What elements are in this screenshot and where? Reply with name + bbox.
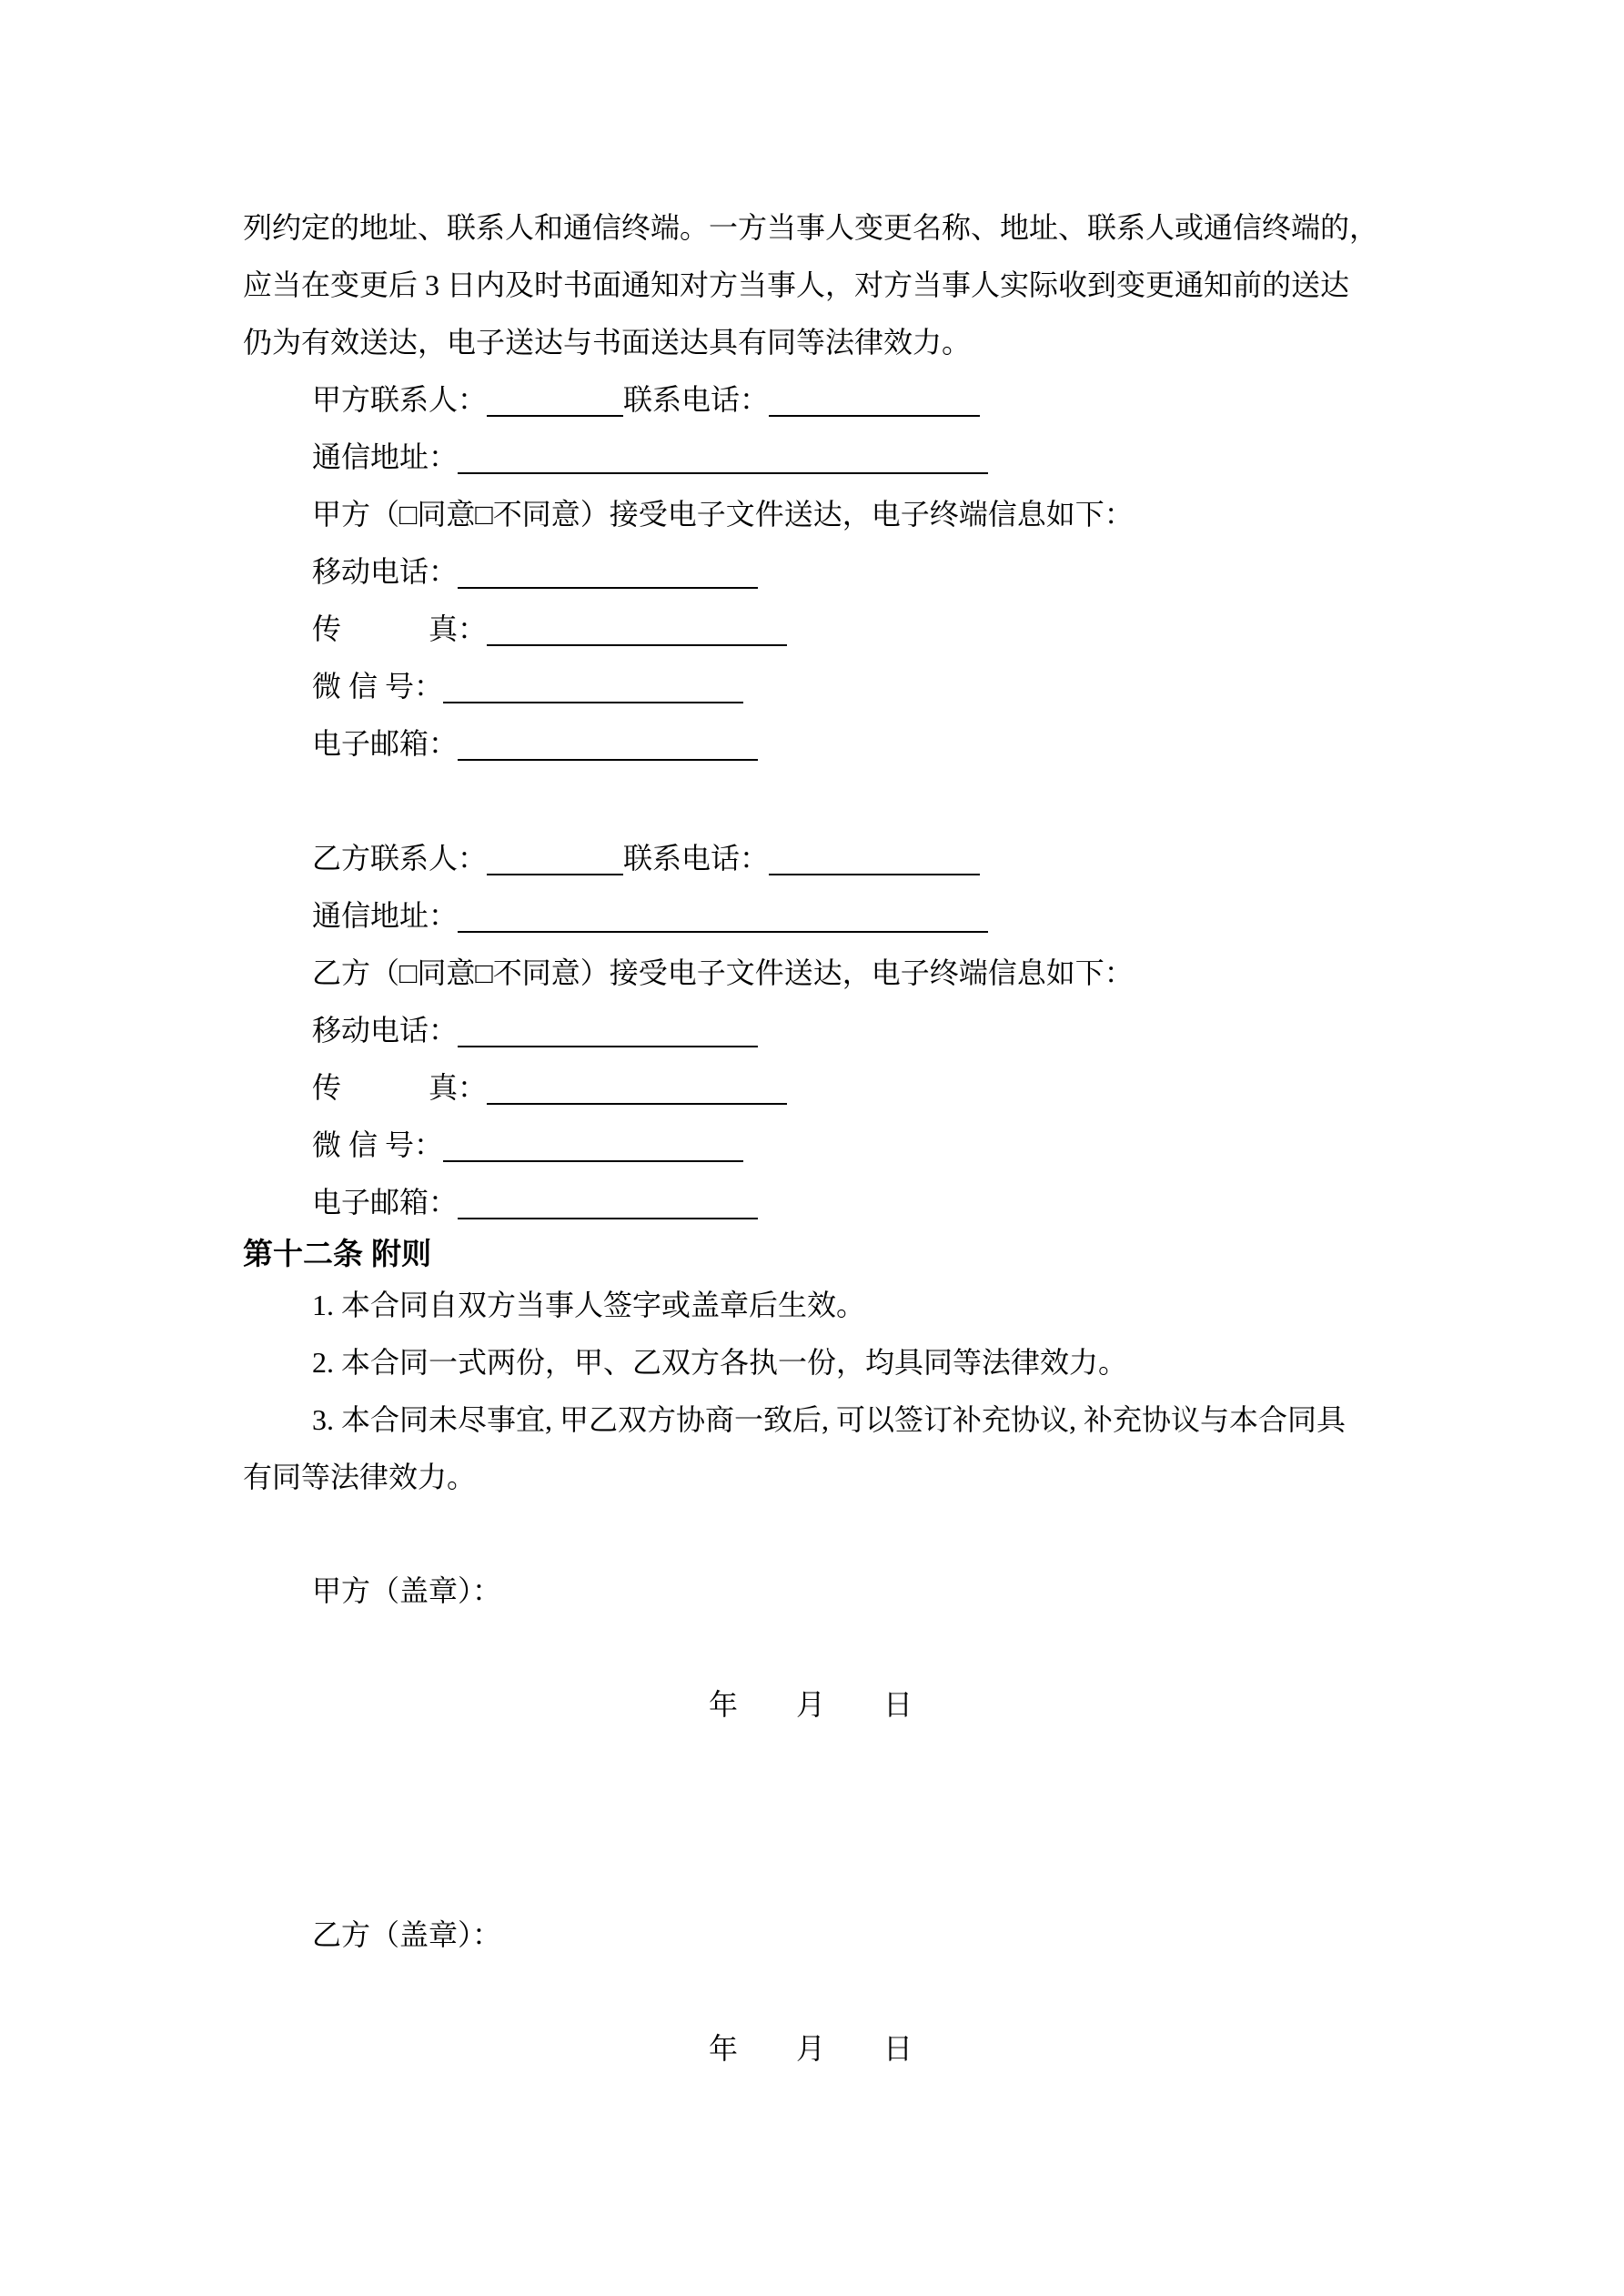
article-12-heading: 第十二条 附则 — [243, 1237, 432, 1270]
party-b-agree-checkbox-icon[interactable]: □ — [399, 956, 418, 989]
article-item-3: 3. 本合同未尽事宜, 甲乙双方协商一致后, 可以签订补充协议, 补充协议与本合同具 — [312, 1403, 1347, 1436]
party-a-fax-line — [243, 601, 1378, 658]
intro-paragraph — [243, 199, 1378, 371]
party-a-contact-label: 甲方联系人： — [312, 383, 488, 416]
intro-line: 仍为有效送达，电子送达与书面送达具有同等法律效力。 — [243, 326, 972, 359]
party-b-address-label: 通信地址： — [312, 899, 459, 932]
party-a-consent-prefix: 甲方（ — [312, 498, 400, 531]
party-a-consent-line — [243, 486, 1378, 543]
party-b-contact-line — [243, 830, 1378, 887]
article-item-1: 1. 本合同自双方当事人签字或盖章后生效。 — [312, 1289, 866, 1321]
party-a-fax-blank[interactable] — [487, 610, 787, 646]
page-content — [243, 199, 1378, 2078]
party-b-address-blank[interactable] — [458, 896, 988, 933]
party-a-mobile-label: 移动电话： — [312, 555, 459, 588]
party-b-wechat-line — [243, 1117, 1378, 1174]
signature-section — [243, 1563, 1378, 2078]
party-a-agree-checkbox-icon[interactable]: □ — [399, 498, 418, 531]
party-b-mobile-label: 移动电话： — [312, 1014, 459, 1047]
party-b-consent-suffix: ）接受电子文件送达，电子终端信息如下： — [580, 956, 1134, 989]
party-b-email-label: 电子邮箱： — [312, 1186, 459, 1219]
article-item-2: 2. 本合同一式两份，甲、乙双方各执一份，均具同等法律效力。 — [312, 1346, 1128, 1379]
party-a-email-line — [243, 715, 1378, 773]
party-b-address-line — [243, 887, 1378, 945]
party-b-phone-label: 联系电话： — [623, 842, 770, 875]
article-12-section — [243, 1231, 1378, 1506]
party-a-wechat-label: 微 信 号： — [312, 670, 444, 703]
party-a-wechat-line — [243, 658, 1378, 715]
party-b-seal-label: 乙方（盖章）： — [312, 1918, 502, 1951]
party-a-mobile-blank[interactable] — [458, 552, 758, 589]
party-a-email-blank[interactable] — [458, 724, 758, 761]
party-a-wechat-blank[interactable] — [443, 667, 743, 703]
party-b-email-blank[interactable] — [458, 1183, 758, 1219]
party-a-disagree-label: 不同意 — [492, 498, 580, 531]
party-a-agree-label: 同意 — [417, 498, 476, 531]
party-b-email-line — [243, 1174, 1378, 1231]
party-b-mobile-blank[interactable] — [458, 1011, 758, 1047]
party-a-disagree-checkbox-icon[interactable]: □ — [475, 498, 493, 531]
party-a-section — [243, 371, 1378, 773]
party-a-fax-label: 传 真： — [312, 612, 488, 645]
party-b-fax-line — [243, 1059, 1378, 1117]
party-b-consent-line — [243, 945, 1378, 1002]
party-b-fax-label: 传 真： — [312, 1071, 488, 1104]
party-a-phone-blank[interactable] — [769, 380, 980, 417]
party-a-date-line: 年 月 日 — [708, 1688, 913, 1721]
party-b-wechat-blank[interactable] — [443, 1126, 743, 1162]
party-a-consent-suffix: ）接受电子文件送达，电子终端信息如下： — [580, 498, 1134, 531]
party-a-address-line — [243, 429, 1378, 486]
party-a-contact-line — [243, 371, 1378, 429]
party-b-disagree-label: 不同意 — [492, 956, 580, 989]
party-a-address-blank[interactable] — [458, 438, 988, 474]
party-a-mobile-line — [243, 543, 1378, 601]
party-b-contact-label: 乙方联系人： — [312, 842, 488, 875]
party-b-contact-blank[interactable] — [487, 839, 623, 875]
party-b-disagree-checkbox-icon[interactable]: □ — [475, 956, 493, 989]
party-b-mobile-line — [243, 1002, 1378, 1059]
party-a-seal-label: 甲方（盖章）： — [312, 1574, 502, 1607]
party-b-consent-prefix: 乙方（ — [312, 956, 400, 989]
party-a-contact-blank[interactable] — [487, 380, 623, 417]
party-a-email-label: 电子邮箱： — [312, 727, 459, 760]
intro-line: 应当在变更后 3 日内及时书面通知对方当事人，对方当事人实际收到变更通知前的送达 — [243, 268, 1350, 301]
article-item-3-continued: 有同等法律效力。 — [243, 1461, 477, 1493]
party-a-phone-label: 联系电话： — [623, 383, 770, 416]
party-a-address-label: 通信地址： — [312, 440, 459, 473]
party-b-fax-blank[interactable] — [487, 1068, 787, 1105]
party-b-phone-blank[interactable] — [769, 839, 980, 875]
party-b-agree-label: 同意 — [417, 956, 476, 989]
intro-line: 列约定的地址、联系人和通信终端。一方当事人变更名称、地址、联系人或通信终端的， — [243, 211, 1379, 244]
blank-line — [243, 773, 1378, 830]
party-b-date-line: 年 月 日 — [708, 2032, 913, 2065]
party-b-section — [243, 830, 1378, 1231]
party-b-wechat-label: 微 信 号： — [312, 1128, 444, 1161]
